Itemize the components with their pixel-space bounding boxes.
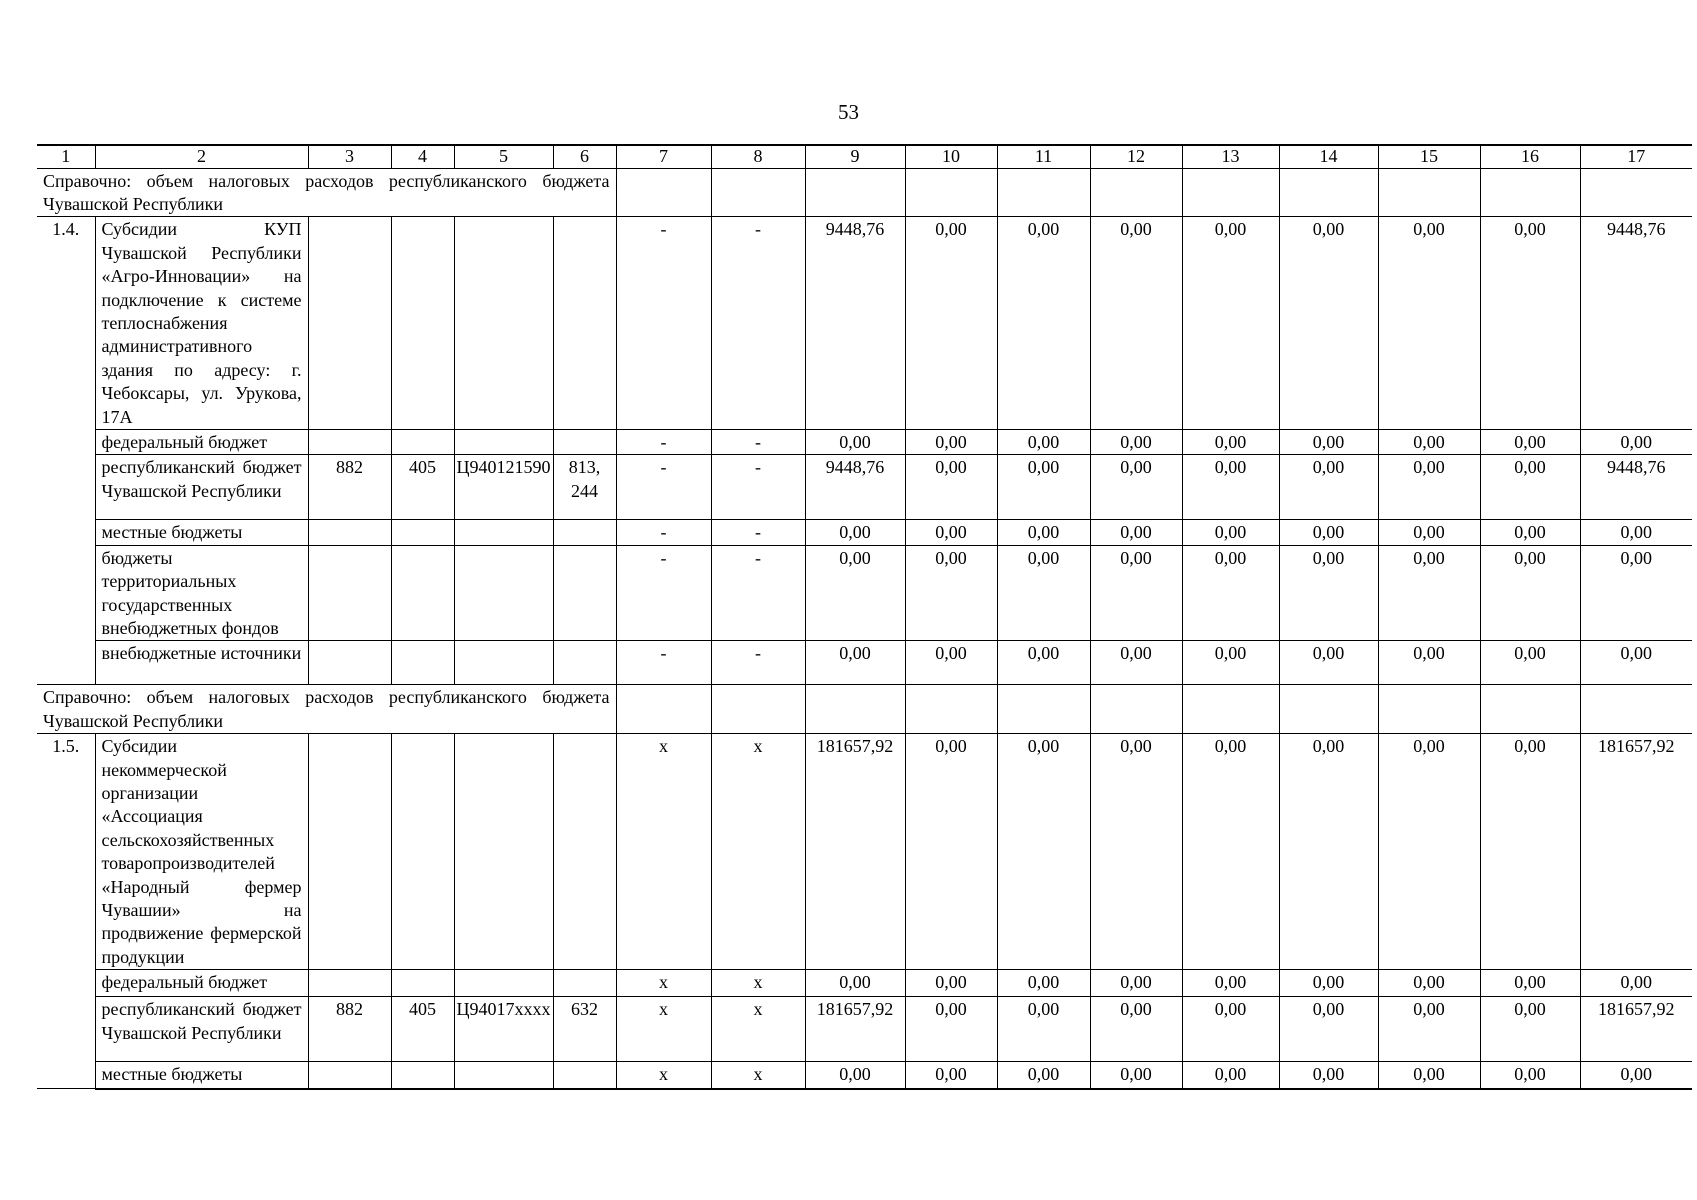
code-cell (308, 545, 391, 641)
amount-cell: 0,00 (1182, 217, 1279, 430)
code-cell (454, 545, 553, 641)
budget-source-label: федеральный бюджет (95, 970, 308, 997)
amount-cell: 0,00 (1090, 1062, 1182, 1089)
amount-cell: 0,00 (997, 217, 1090, 430)
empty-cell (711, 168, 805, 217)
table-row (37, 997, 1692, 1062)
budget-source-label: республиканский бюджет Чувашской Республики (95, 997, 308, 1062)
amount-cell: 0,00 (1182, 997, 1279, 1062)
col-header: 8 (711, 145, 805, 168)
code-cell: 405 (391, 997, 454, 1062)
empty-cell (1480, 168, 1580, 217)
amount-cell: 0,00 (1378, 217, 1480, 430)
col8-value: - (711, 455, 805, 520)
amount-cell: 0,00 (1480, 455, 1580, 520)
amount-cell: 0,00 (1279, 520, 1378, 545)
code-cell (308, 970, 391, 997)
amount-cell: 0,00 (805, 429, 905, 454)
amount-cell: 0,00 (1580, 641, 1692, 685)
amount-cell: 0,00 (905, 217, 997, 430)
amount-cell: 0,00 (1090, 545, 1182, 641)
amount-cell: 0,00 (1580, 520, 1692, 545)
amount-cell: 0,00 (1378, 545, 1480, 641)
amount-cell: 181657,92 (805, 997, 905, 1062)
code-cell (391, 520, 454, 545)
col-header: 12 (1090, 145, 1182, 168)
amount-cell: 0,00 (905, 734, 997, 970)
empty-cell (1182, 685, 1279, 734)
amount-cell: 0,00 (1279, 641, 1378, 685)
col8-value: - (711, 429, 805, 454)
budget-table (37, 144, 1692, 1090)
empty-cell (1279, 168, 1378, 217)
col8-value: х (711, 1062, 805, 1089)
row-number: 1.5. (37, 734, 95, 1089)
empty-cell (1279, 685, 1378, 734)
code-cell (454, 429, 553, 454)
amount-cell: 0,00 (997, 429, 1090, 454)
table-row (37, 429, 1692, 454)
amount-cell: 0,00 (1090, 429, 1182, 454)
table-row (37, 1062, 1692, 1089)
empty-cell (1480, 685, 1580, 734)
empty-cell (1580, 168, 1692, 217)
table-row (37, 970, 1692, 997)
empty-cell (391, 734, 454, 970)
amount-cell: 0,00 (1480, 1062, 1580, 1089)
amount-cell: 0,00 (1580, 970, 1692, 997)
amount-cell: 0,00 (1182, 970, 1279, 997)
amount-cell: 0,00 (1378, 1062, 1480, 1089)
amount-cell: 0,00 (997, 1062, 1090, 1089)
amount-cell: 0,00 (997, 455, 1090, 520)
amount-cell: 0,00 (1279, 545, 1378, 641)
page-number: 53 (838, 100, 859, 124)
col-header: 2 (95, 145, 308, 168)
amount-cell: 0,00 (805, 970, 905, 997)
empty-cell (805, 168, 905, 217)
col-header: 14 (1279, 145, 1378, 168)
code-cell (553, 1062, 616, 1089)
amount-cell: 0,00 (1480, 997, 1580, 1062)
code-cell (391, 641, 454, 685)
empty-cell (308, 217, 391, 430)
empty-cell (997, 685, 1090, 734)
amount-cell: 0,00 (1378, 641, 1480, 685)
col-header: 1 (37, 145, 95, 168)
table-row (37, 520, 1692, 545)
code-cell (391, 429, 454, 454)
amount-cell: 0,00 (1480, 520, 1580, 545)
table-row (37, 734, 1692, 970)
col7-value: - (616, 217, 711, 430)
reference-row (37, 168, 1692, 217)
code-cell (553, 545, 616, 641)
amount-cell: 0,00 (1480, 429, 1580, 454)
empty-cell (616, 168, 711, 217)
col8-value: х (711, 734, 805, 970)
empty-cell (553, 217, 616, 430)
empty-cell (553, 734, 616, 970)
table-row (37, 641, 1692, 685)
code-cell (553, 641, 616, 685)
col-header: 11 (997, 145, 1090, 168)
amount-cell: 0,00 (905, 970, 997, 997)
amount-cell: 0,00 (905, 997, 997, 1062)
col7-value: х (616, 1062, 711, 1089)
amount-cell: 0,00 (1090, 641, 1182, 685)
amount-cell: 0,00 (805, 1062, 905, 1089)
empty-cell (805, 685, 905, 734)
amount-cell: 0,00 (1279, 997, 1378, 1062)
empty-cell (997, 168, 1090, 217)
col7-value: - (616, 455, 711, 520)
amount-cell: 0,00 (997, 734, 1090, 970)
empty-cell (391, 217, 454, 430)
empty-cell (905, 685, 997, 734)
amount-cell: 0,00 (1480, 641, 1580, 685)
amount-cell: 0,00 (1378, 429, 1480, 454)
col-header: 4 (391, 145, 454, 168)
reference-label: Справочно: объем налоговых расходов республиканского бюджета Чувашской Республики (37, 168, 616, 217)
code-cell (308, 520, 391, 545)
code-cell (308, 429, 391, 454)
row-number: 1.4. (37, 217, 95, 685)
code-cell: Ц940121590 (454, 455, 553, 520)
col-header: 5 (454, 145, 553, 168)
amount-cell: 181657,92 (805, 734, 905, 970)
col7-value: - (616, 545, 711, 641)
amount-cell: 0,00 (1182, 429, 1279, 454)
budget-source-label: местные бюджеты (95, 1062, 308, 1089)
budget-source-label: федеральный бюджет (95, 429, 308, 454)
amount-cell: 0,00 (1090, 734, 1182, 970)
reference-row (37, 685, 1692, 734)
amount-cell: 0,00 (1182, 734, 1279, 970)
code-cell: 882 (308, 997, 391, 1062)
amount-cell: 0,00 (997, 970, 1090, 997)
empty-cell (1580, 685, 1692, 734)
empty-cell (1090, 685, 1182, 734)
col-header: 16 (1480, 145, 1580, 168)
amount-cell: 0,00 (1378, 970, 1480, 997)
amount-cell: 9448,76 (805, 455, 905, 520)
amount-cell: 0,00 (1182, 545, 1279, 641)
amount-cell: 0,00 (805, 520, 905, 545)
amount-cell: 0,00 (1580, 545, 1692, 641)
budget-source-label: республиканский бюджет Чувашской Республики (95, 455, 308, 520)
budget-source-label: внебюджетные источники (95, 641, 308, 685)
col-header: 9 (805, 145, 905, 168)
table-row (37, 217, 1692, 430)
col7-value: х (616, 970, 711, 997)
amount-cell: 181657,92 (1580, 997, 1692, 1062)
col7-value: х (616, 734, 711, 970)
code-cell (391, 545, 454, 641)
amount-cell: 0,00 (1279, 455, 1378, 520)
amount-cell: 0,00 (1090, 970, 1182, 997)
amount-cell: 0,00 (1580, 429, 1692, 454)
amount-cell: 0,00 (1090, 520, 1182, 545)
table-row (37, 545, 1692, 641)
empty-cell (1378, 168, 1480, 217)
code-cell (454, 641, 553, 685)
code-cell: 813, 244 (553, 455, 616, 520)
amount-cell: 181657,92 (1580, 734, 1692, 970)
amount-cell: 0,00 (905, 641, 997, 685)
col-header: 13 (1182, 145, 1279, 168)
amount-cell: 0,00 (997, 520, 1090, 545)
amount-cell: 0,00 (1182, 641, 1279, 685)
amount-cell: 0,00 (1480, 734, 1580, 970)
amount-cell: 0,00 (997, 997, 1090, 1062)
amount-cell: 0,00 (1279, 217, 1378, 430)
code-cell (553, 520, 616, 545)
code-cell: 405 (391, 455, 454, 520)
amount-cell: 0,00 (905, 455, 997, 520)
col8-value: х (711, 970, 805, 997)
amount-cell: 0,00 (1182, 455, 1279, 520)
col8-value: - (711, 217, 805, 430)
col8-value: - (711, 641, 805, 685)
amount-cell: 9448,76 (805, 217, 905, 430)
amount-cell: 0,00 (1090, 217, 1182, 430)
code-cell (391, 970, 454, 997)
empty-cell (711, 685, 805, 734)
empty-cell (1182, 168, 1279, 217)
code-cell (391, 1062, 454, 1089)
budget-source-label: бюджеты территориальных государственных внебюджетных фондов (95, 545, 308, 641)
amount-cell: 0,00 (1480, 217, 1580, 430)
col7-value: х (616, 997, 711, 1062)
code-cell (454, 970, 553, 997)
col-header: 10 (905, 145, 997, 168)
col-header: 7 (616, 145, 711, 168)
col8-value: - (711, 545, 805, 641)
amount-cell: 0,00 (1279, 734, 1378, 970)
amount-cell: 0,00 (1090, 455, 1182, 520)
empty-cell (454, 734, 553, 970)
amount-cell: 0,00 (997, 545, 1090, 641)
code-cell (553, 429, 616, 454)
col-header: 3 (308, 145, 391, 168)
amount-cell: 0,00 (905, 545, 997, 641)
section-title: Субсидии некоммерческой организации «Ассоциация сельскохозяйственных товаропроизводителей «Народный фермер Чувашии» на продвижение фермерской продукции (95, 734, 308, 970)
budget-source-label: местные бюджеты (95, 520, 308, 545)
empty-cell (1378, 685, 1480, 734)
amount-cell: 0,00 (1279, 970, 1378, 997)
table-body (37, 168, 1692, 1089)
amount-cell: 0,00 (1182, 520, 1279, 545)
code-cell (308, 641, 391, 685)
col-header: 6 (553, 145, 616, 168)
col8-value: - (711, 520, 805, 545)
amount-cell: 0,00 (1378, 734, 1480, 970)
col-header: 15 (1378, 145, 1480, 168)
amount-cell: 0,00 (1480, 970, 1580, 997)
code-cell (454, 1062, 553, 1089)
empty-cell (308, 734, 391, 970)
amount-cell: 0,00 (1378, 997, 1480, 1062)
col7-value: - (616, 520, 711, 545)
col8-value: х (711, 997, 805, 1062)
amount-cell: 9448,76 (1580, 455, 1692, 520)
code-cell: 632 (553, 997, 616, 1062)
table-row (37, 455, 1692, 520)
amount-cell: 0,00 (1279, 1062, 1378, 1089)
section-title: Субсидии КУП Чувашской Республики «Агро-Инновации» на подключение к системе теплоснабжения административного здания по адресу: г. Чебоксары, ул. Урукова, 17А (95, 217, 308, 430)
empty-cell (1090, 168, 1182, 217)
amount-cell: 0,00 (1279, 429, 1378, 454)
amount-cell: 0,00 (805, 641, 905, 685)
code-cell (454, 520, 553, 545)
amount-cell: 0,00 (1378, 455, 1480, 520)
col7-value: - (616, 641, 711, 685)
empty-cell (454, 217, 553, 430)
empty-cell (616, 685, 711, 734)
column-header-row (37, 145, 1692, 168)
amount-cell: 0,00 (905, 520, 997, 545)
empty-cell (905, 168, 997, 217)
code-cell (308, 1062, 391, 1089)
amount-cell: 0,00 (1580, 1062, 1692, 1089)
amount-cell: 0,00 (1480, 545, 1580, 641)
amount-cell: 0,00 (1182, 1062, 1279, 1089)
col7-value: - (616, 429, 711, 454)
amount-cell: 9448,76 (1580, 217, 1692, 430)
amount-cell: 0,00 (805, 545, 905, 641)
code-cell (553, 970, 616, 997)
amount-cell: 0,00 (1378, 520, 1480, 545)
reference-label: Справочно: объем налоговых расходов республиканского бюджета Чувашской Республики (37, 685, 616, 734)
code-cell: 882 (308, 455, 391, 520)
amount-cell: 0,00 (997, 641, 1090, 685)
amount-cell: 0,00 (905, 1062, 997, 1089)
amount-cell: 0,00 (905, 429, 997, 454)
col-header: 17 (1580, 145, 1692, 168)
amount-cell: 0,00 (1090, 997, 1182, 1062)
code-cell: Ц94017xxxx (454, 997, 553, 1062)
